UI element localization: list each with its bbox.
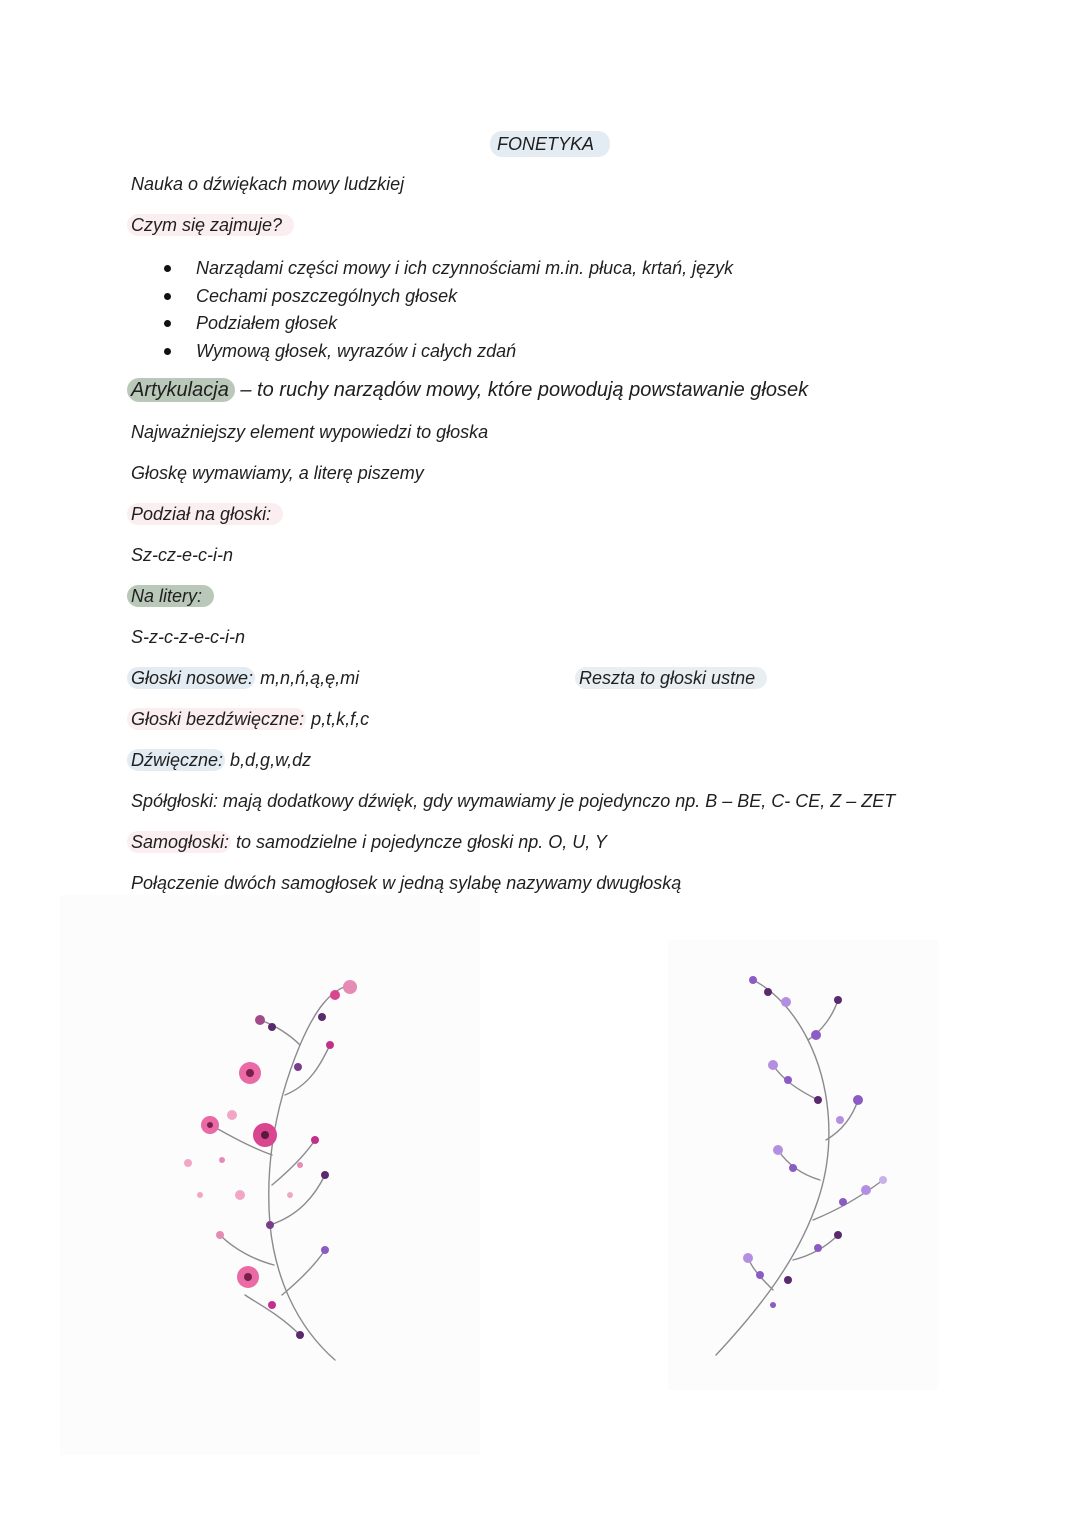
list-item-text: Podziałem głosek (196, 313, 338, 333)
voiceless-label: Głoski bezdźwięczne: (127, 708, 306, 730)
list-item-text: Cechami poszczególnych głosek (196, 285, 458, 306)
voiceless-line (131, 707, 369, 731)
voiced-line (131, 748, 311, 772)
purple-flower-branch-icon (668, 940, 938, 1390)
oral-line (579, 666, 767, 690)
list-item (160, 283, 733, 311)
list-item-text: Narządami części mowy i ich czynnościami m.in. płuca, krtań, język (196, 258, 734, 278)
pink-flower-branch-svg (60, 895, 480, 1455)
vowels-line (131, 830, 607, 854)
split-sounds-heading (131, 502, 283, 526)
purple-flower-branch-svg (668, 940, 938, 1390)
bullet-dot-icon (164, 265, 171, 272)
most-important-text: Najważniejszy element wypowiedzi to głoska (131, 422, 489, 442)
split-letters-heading (131, 584, 214, 608)
voiced-label: Dźwięczne: (127, 749, 225, 771)
consonants-label: Spółgłoski: (131, 791, 219, 811)
bullet-dot-icon (164, 348, 171, 355)
articulation-term: Artykulacja (127, 378, 235, 402)
articulation-line (131, 378, 808, 402)
diphthong-text: Połączenie dwóch samogłosek w jedną sylabę nazywamy dwugłoską (131, 873, 682, 893)
voiceless-value: p,t,k,f,c (306, 709, 370, 729)
split-letters-label: Na litery: (127, 585, 214, 607)
vowels-value: to samodzielne i pojedyncze głoski np. O, U, Y (231, 832, 607, 852)
oral-label: Reszta to głoski ustne (575, 667, 767, 689)
split-letters-value: S-z-c-z-e-c-i-n (131, 627, 245, 647)
list-item (160, 338, 733, 366)
split-sounds-value: Sz-cz-e-c-i-n (131, 545, 233, 565)
bullet-dot-icon (164, 293, 171, 300)
topics-list (160, 255, 733, 365)
question-heading (131, 213, 294, 237)
pink-flower-branch-icon (60, 895, 480, 1455)
list-item (160, 310, 733, 338)
nasal-line (131, 666, 359, 690)
articulation-definition: – to ruchy narządów mowy, które powodują powstawanie głosek (234, 379, 809, 401)
question-label: Czym się zajmuje? (127, 214, 294, 236)
consonants-value: mają dodatkowy dźwięk, gdy wymawiamy je pojedynczo np. B – BE, C- CE, Z – ZET (218, 791, 896, 811)
definition-text: Nauka o dźwiękach mowy ludzkiej (131, 174, 405, 194)
list-item (160, 255, 733, 283)
page-title: FONETYKA (490, 131, 610, 157)
split-sounds-label: Podział na głoski: (127, 503, 283, 525)
bullet-dot-icon (164, 320, 171, 327)
nasal-label: Głoski nosowe: (127, 667, 255, 689)
vowels-label: Samogłoski: (127, 831, 231, 853)
list-item-text: Wymową głosek, wyrazów i całych zdań (196, 340, 517, 361)
voiced-value: b,d,g,w,dz (225, 750, 312, 770)
consonants-line (131, 789, 895, 813)
nasal-value: m,n,ń,ą,ę,mi (255, 668, 360, 688)
pronounce-write-text: Głoskę wymawiamy, a literę piszemy (131, 463, 424, 483)
